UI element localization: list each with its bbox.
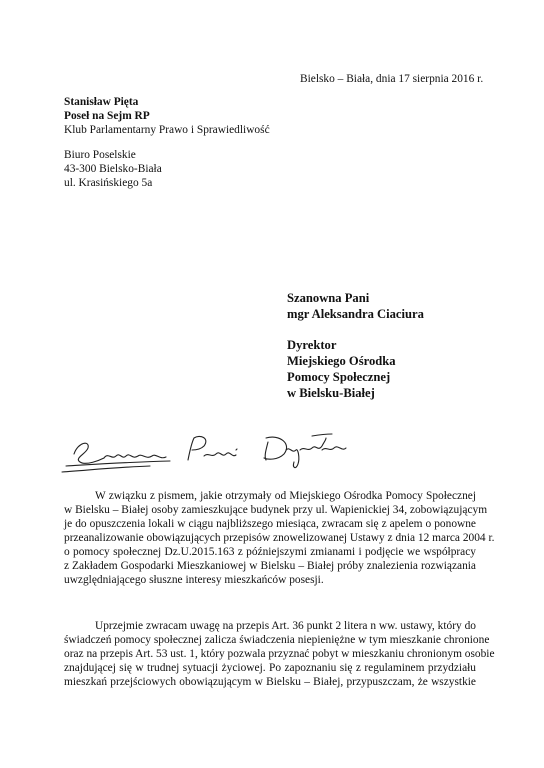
- body-paragraph-2: [64, 619, 495, 689]
- office-postal: 43-300 Bielsko-Biała: [64, 163, 162, 175]
- paragraph-1-line: je do opuszczenia lokali w ciągu najbliższego miesiąca, zwracam się z apelem o ponowne: [64, 518, 476, 530]
- paragraph-1-line: W związku z pismem, jakie otrzymały od Miejskiego Ośrodka Pomocy Społecznej: [95, 490, 476, 502]
- sender-club: Klub Parlamentarny Prawo i Sprawiedliwość: [64, 124, 270, 136]
- sender-block: [64, 95, 270, 137]
- office-street: ul. Krasińskiego 5a: [64, 177, 153, 189]
- body-paragraph-1: [64, 489, 495, 587]
- recipient-name: mgr Aleksandra Ciaciura: [287, 307, 424, 321]
- paragraph-1-line: przeanalizowanie obowiązujących przepisów znowelizowanej Ustawy z dnia 12 marca 2004 r.: [64, 532, 495, 544]
- recipient-org-line-2: Pomocy Społecznej: [287, 370, 391, 384]
- sender-name: Stanisław Pięta: [64, 96, 139, 108]
- recipient-greeting: Szanowna Pani: [287, 291, 370, 305]
- date-line: Bielsko – Biała, dnia 17 sierpnia 2016 r.: [300, 73, 484, 85]
- recipient-role: Dyrektor: [287, 338, 337, 352]
- paragraph-1-line: uwzględniającego słuszne interesy mieszkańców posesji.: [64, 574, 324, 586]
- recipient-block: [287, 290, 424, 401]
- paragraph-1-line: o pomocy społecznej Dz.U.2015.163 z późniejszymi zmianami i podjęcie we współpracy: [64, 546, 476, 558]
- paragraph-1-line: w Bielsku – Białej osoby zamieszkujące budynek przy ul. Wapienickiej 34, zobowiązującym: [64, 504, 488, 516]
- paragraph-2-line: świadczeń pomocy społecznej zalicza świadczenia niepieniężne w tym mieszkanie chronione: [64, 634, 490, 646]
- sender-title: Poseł na Sejm RP: [64, 110, 150, 122]
- paragraph-2-line: Uprzejmie zwracam uwagę na przepis Art. 36 punkt 2 litera n ww. ustawy, który do: [95, 620, 476, 632]
- paragraph-2-line: oraz na przepis Art. 53 ust. 1, który pozwala przyznać pobyt w mieszkaniu chronionym osobie: [64, 648, 495, 660]
- paragraph-2-line: znajdującej się w trudnej sytuacji życiowej. Po zapoznaniu się z regulaminem przydziału: [64, 662, 476, 674]
- recipient-spacer: [287, 322, 424, 337]
- paragraph-2-line: mieszkań przejściowych obowiązującym w Bielsku – Białej, przypuszczam, że wszystkie: [64, 676, 476, 688]
- recipient-org-line-1: Miejskiego Ośrodka: [287, 354, 396, 368]
- office-address: [64, 148, 162, 190]
- recipient-org-line-3: w Bielsku-Białej: [287, 386, 375, 400]
- paragraph-1-line: z Zakładem Gospodarki Mieszkaniowej w Bielsku – Białej próby znalezienia rozwiązania: [64, 560, 476, 572]
- handwritten-salutation: [60, 420, 370, 480]
- office-name: Biuro Poselskie: [64, 149, 136, 161]
